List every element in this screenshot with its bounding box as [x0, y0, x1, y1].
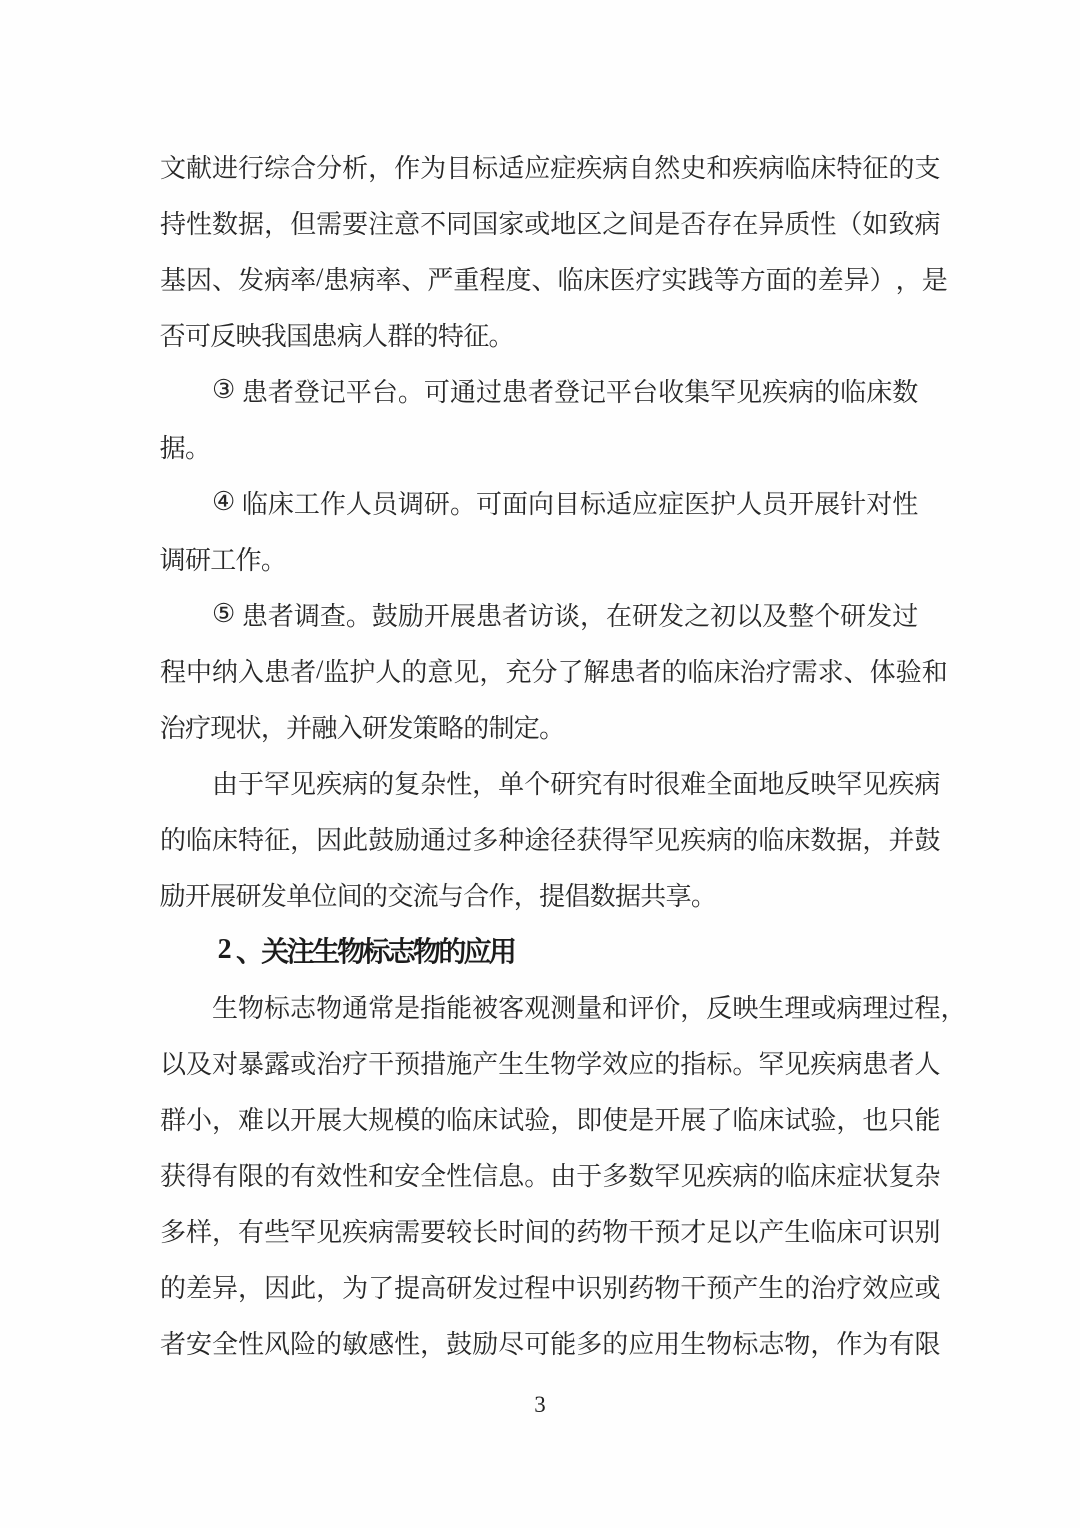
section-heading: 2 、 关 注 生 物 标 志 物 的 应 用: [217, 934, 517, 968]
text-line: 治 疗 现 状 ， 并 融 入 研 发 策 略 的 制 定 。: [159, 713, 566, 743]
page-number: 3: [534, 1392, 546, 1417]
text-line: 励 开 展 研 发 单 位 间 的 交 流 与 合 作 ， 提 倡 数 据 共 享 。: [159, 881, 717, 911]
text-line: 者 安 全 性 风 险 的 敏 感 性 ， 鼓 励 尽 可 能 多 的 应 用 生 物 标 志 物 ， 作 为 有 限: [160, 1329, 941, 1359]
text-line: 以 及 对 暴 露 或 治 疗 干 预 措 施 产 生 生 物 学 效 应 的 指 标 。 罕 见 疾 病 患 者 人: [160, 1049, 941, 1079]
text-line: 程 中 纳 入 患 者 / 监 护 人 的 意 见 ， 充 分 了 解 患 者 的 临 床 治 疗 需 求 、 体 验 和: [160, 655, 948, 687]
text-line: ③ 患 者 登 记 平 台 。 可 通 过 患 者 登 记 平 台 收 集 罕 见 疾 病 的 临 床 数: [212, 375, 919, 407]
text-line: 文 献 进 行 综 合 分 析 ， 作 为 目 标 适 应 症 疾 病 自 然 史 和 疾 病 临 床 特 征 的 支: [160, 153, 941, 183]
text-line: 由 于 罕 见 疾 病 的 复 杂 性 ， 单 个 研 究 有 时 很 难 全 面 地 反 映 罕 见 疾 病: [212, 769, 941, 799]
text-line: 多 样 ， 有 些 罕 见 疾 病 需 要 较 长 时 间 的 药 物 干 预 才 足 以 产 生 临 床 可 识 别: [160, 1217, 941, 1247]
text-line: ⑤ 患 者 调 查 。 鼓 励 开 展 患 者 访 谈 ， 在 研 发 之 初 以 及 整 个 研 发 过: [212, 599, 919, 631]
text-line: 的 临 床 特 征 ， 因 此 鼓 励 通 过 多 种 途 径 获 得 罕 见 疾 病 的 临 床 数 据 ， 并 鼓: [160, 825, 941, 855]
text-line: 据 。: [159, 433, 211, 463]
text-line: 的 差 异 ， 因 此 ， 为 了 提 高 研 发 过 程 中 识 别 药 物 干 预 产 生 的 治 疗 效 应 或: [160, 1273, 941, 1303]
text-line: 基 因 、 发 病 率 / 患 病 率 、 严 重 程 度 、 临 床 医 疗 实 践 等 方 面 的 差 异 ） ， 是: [160, 263, 948, 295]
text-line: 群 小 ， 难 以 开 展 大 规 模 的 临 床 试 验 ， 即 使 是 开 展 了 临 床 试 验 ， 也 只 能: [160, 1105, 941, 1135]
text-line: 否 可 反 映 我 国 患 病 人 群 的 特 征 。: [159, 321, 515, 351]
text-line: 获 得 有 限 的 有 效 性 和 安 全 性 信 息 。 由 于 多 数 罕 见 疾 病 的 临 床 症 状 复 杂: [160, 1161, 941, 1191]
text-line: ④ 临 床 工 作 人 员 调 研 。 可 面 向 目 标 适 应 症 医 护 人 员 开 展 针 对 性: [212, 487, 919, 519]
text-line: 生 物 标 志 物 通 常 是 指 能 被 客 观 测 量 和 评 价 ， 反 映 生 理 或 病 理 过 程 ，: [212, 993, 967, 1023]
text-line: 调 研 工 作 。: [159, 545, 287, 575]
page-body: [159, 138, 967, 1370]
text-line: 持 性 数 据 ， 但 需 要 注 意 不 同 国 家 或 地 区 之 间 是 否 存 在 异 质 性 （ 如 致 病: [160, 209, 941, 239]
